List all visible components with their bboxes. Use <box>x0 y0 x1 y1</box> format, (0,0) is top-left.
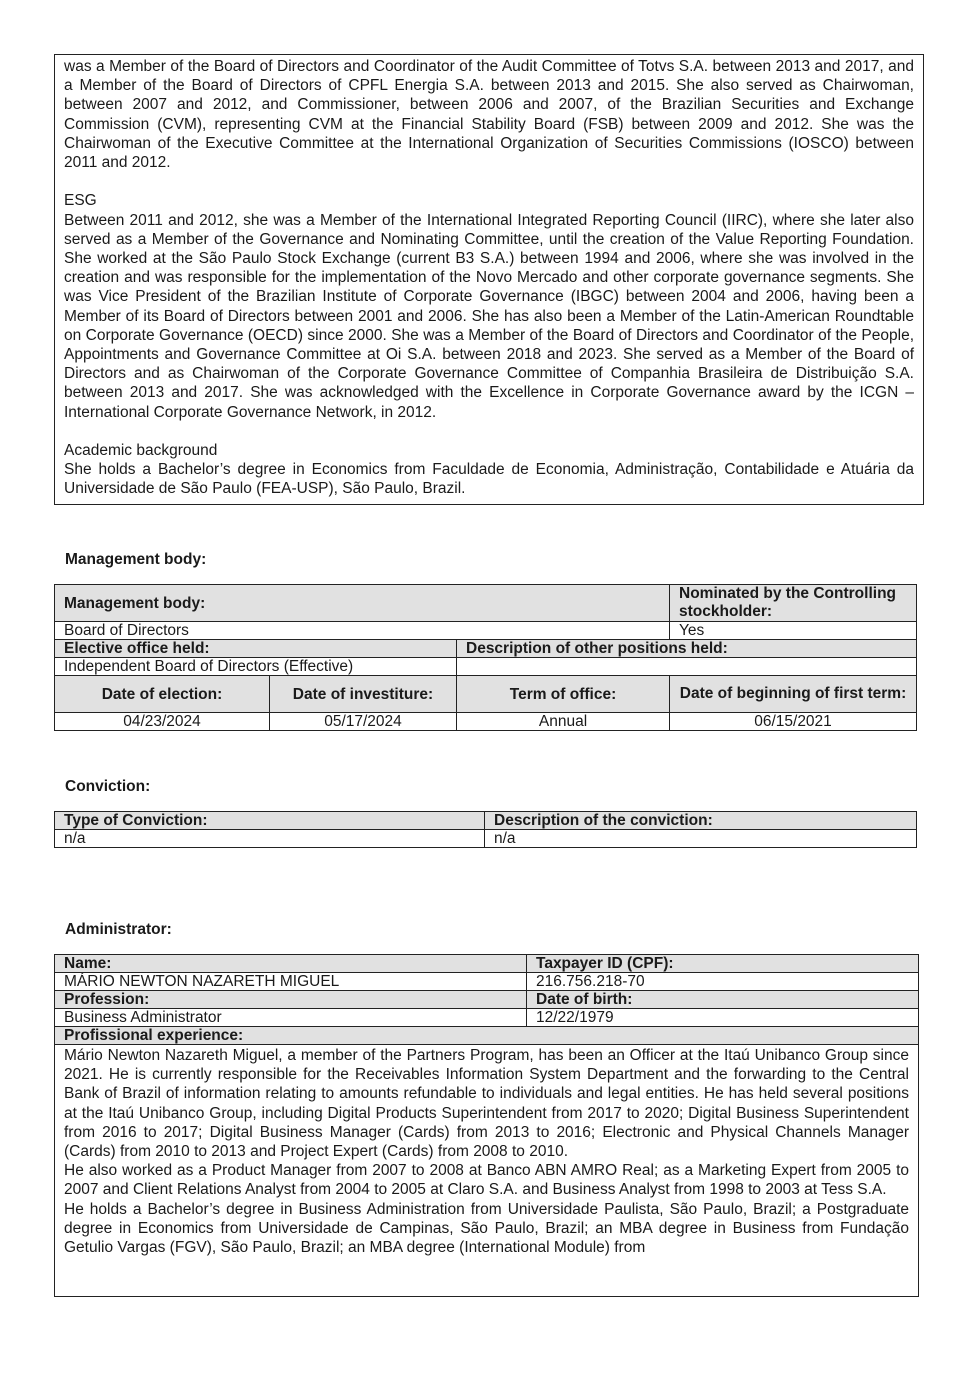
management-body-value: Board of Directors <box>55 622 670 640</box>
management-section-title: Management body: <box>65 551 207 568</box>
biography-box <box>54 54 924 505</box>
term-label: Term of office: <box>457 676 670 713</box>
election-date-value: 04/23/2024 <box>55 713 270 731</box>
table-row <box>55 1045 919 1297</box>
table-row <box>55 640 917 658</box>
conviction-table <box>54 811 917 848</box>
management-body-label: Management body: <box>55 585 670 622</box>
table-row <box>55 812 917 830</box>
table-row <box>55 658 917 676</box>
table-row <box>55 973 919 991</box>
cpf-label: Taxpayer ID (CPF): <box>527 955 919 973</box>
investiture-date-label: Date of investiture: <box>270 676 457 713</box>
conviction-type-value: n/a <box>55 830 485 848</box>
conviction-section-title: Conviction: <box>65 778 151 795</box>
cpf-value: 216.756.218-70 <box>527 973 919 991</box>
elective-office-value: Independent Board of Directors (Effective) <box>55 658 457 676</box>
other-positions-value <box>457 658 917 676</box>
first-term-label: Date of beginning of first term: <box>670 676 917 713</box>
table-row <box>55 676 917 713</box>
academic-heading: Academic background <box>64 442 218 460</box>
name-value: MÁRIO NEWTON NAZARETH MIGUEL <box>55 973 527 991</box>
birth-date-label: Date of birth: <box>527 991 919 1009</box>
first-term-value: 06/15/2021 <box>670 713 917 731</box>
profession-value: Business Administrator <box>55 1009 527 1027</box>
table-row <box>55 713 917 731</box>
name-label: Name: <box>55 955 527 973</box>
academic-paragraph: She holds a Bachelor’s degree in Economics from Faculdade de Economia, Administração, Contabilidade e Atuária da Universidade de São Paulo (FEA-USP), São Paulo, Brazil. <box>64 461 914 498</box>
table-row <box>55 1027 919 1045</box>
term-value: Annual <box>457 713 670 731</box>
table-row <box>55 955 919 973</box>
elective-office-label: Elective office held: <box>55 640 457 658</box>
experience-paragraph-1: Mário Newton Nazareth Miguel, a member of the Partners Program, has been an Officer at the Itaú Unibanco Group since 2021. He is currently responsible for the Receivables Information System Department and the forwarding to the Central Bank of Brazil of information relating to amounts refundable to individuals and legal entities. He has held several positions at the Itaú Unibanco Group, including Digital Products Superintendent from 2017 to 2020; Digital Business Superintendent from 2016 to 2017; Digital Business Manager (Cards) from 2013 to 2016; Electronic and Physical Channels Manager (Cards) from 2010 to 2013 and Project Expert (Cards) from 2008 to 2010. <box>64 1047 909 1161</box>
nominated-value: Yes <box>670 622 917 640</box>
table-row <box>55 830 917 848</box>
experience-paragraph-2: He also worked as a Product Manager from 2007 to 2008 at Banco ABN AMRO Real; as a Marketing Expert from 2005 to 2007 and Client Relations Analyst from 2004 to 2005 at Claro S.A. and Business Analyst from 1998 to 2003 at Tess S.A. <box>64 1162 909 1199</box>
experience-paragraph-3: He holds a Bachelor’s degree in Business Administration from Universidade Paulista, São Paulo, Brazil; a Postgraduate degree in Economics from Universidade de Campinas, São Paulo, Brazil; an MBA degree in Business from Fundação Getulio Vargas (FGV), São Paulo, Brazil; an MBA degree (International Module) from <box>64 1200 909 1257</box>
experience-text <box>64 1046 909 1296</box>
conviction-description-value: n/a <box>485 830 917 848</box>
investiture-date-value: 05/17/2024 <box>270 713 457 731</box>
experience-label: Profissional experience: <box>55 1027 919 1045</box>
bio-intro-paragraph: was a Member of the Board of Directors and Coordinator of the Audit Committee of Totvs S.A. between 2013 and 2017, and a Member of the Board of Directors of CPFL Energia S.A. between 2013 and 2015. She also served as Chairwoman, between 2007 and 2012, and Commissioner, between 2006 and 2007, of the Brazilian Securities and Exchange Commission (CVM), representing CVM at the Financial Stability Board (FSB) between 2009 and 2012. She was the Chairwoman of the Executive Committee at the International Organization of Securities Commissions (IOSCO) between 2011 and 2012. <box>64 58 914 172</box>
table-row <box>55 622 917 640</box>
table-row <box>55 585 917 622</box>
experience-cell <box>55 1045 919 1297</box>
esg-heading: ESG <box>64 192 97 210</box>
table-row <box>55 1009 919 1027</box>
management-table <box>54 584 917 731</box>
administrator-table <box>54 954 919 1297</box>
conviction-type-label: Type of Conviction: <box>55 812 485 830</box>
administrator-section-title: Administrator: <box>65 921 172 938</box>
conviction-description-label: Description of the conviction: <box>485 812 917 830</box>
nominated-label: Nominated by the Controlling stockholder: <box>670 585 917 622</box>
election-date-label: Date of election: <box>55 676 270 713</box>
table-row <box>55 991 919 1009</box>
birth-date-value: 12/22/1979 <box>527 1009 919 1027</box>
esg-paragraph: Between 2011 and 2012, she was a Member of the International Integrated Reporting Council (IIRC), where she later also served as a Member of the Governance and Nominating Committee, until the creation of the Value Reporting Foundation. She worked at the São Paulo Stock Exchange (current B3 S.A.) between 1994 and 2006, where she was involved in the creation and was responsible for the implementation of the Novo Mercado and other corporate governance segments. She was Vice President of the Brazilian Institute of Corporate Governance (IBGC) between 2004 and 2006, having been a Member of its Board of Directors between 2001 and 2006. She has also been a Member of the Latin-American Roundtable on Corporate Governance (OECD) since 2000. She was a Member of the Board of Directors and Coordinator of the People, Appointments and Governance Committee at Oi S.A. between 2018 and 2023. She served as a Member of the Board of Directors and as Chairwoman of the Corporate Governance Committee of Companhia Brasileira de Distribuição S.A. between 2013 and 2017. She was acknowledged with the Excellence in Corporate Governance award by the ICGN – International Corporate Governance Network, in 2012. <box>64 211 914 421</box>
profession-label: Profession: <box>55 991 527 1009</box>
other-positions-label: Description of other positions held: <box>457 640 917 658</box>
